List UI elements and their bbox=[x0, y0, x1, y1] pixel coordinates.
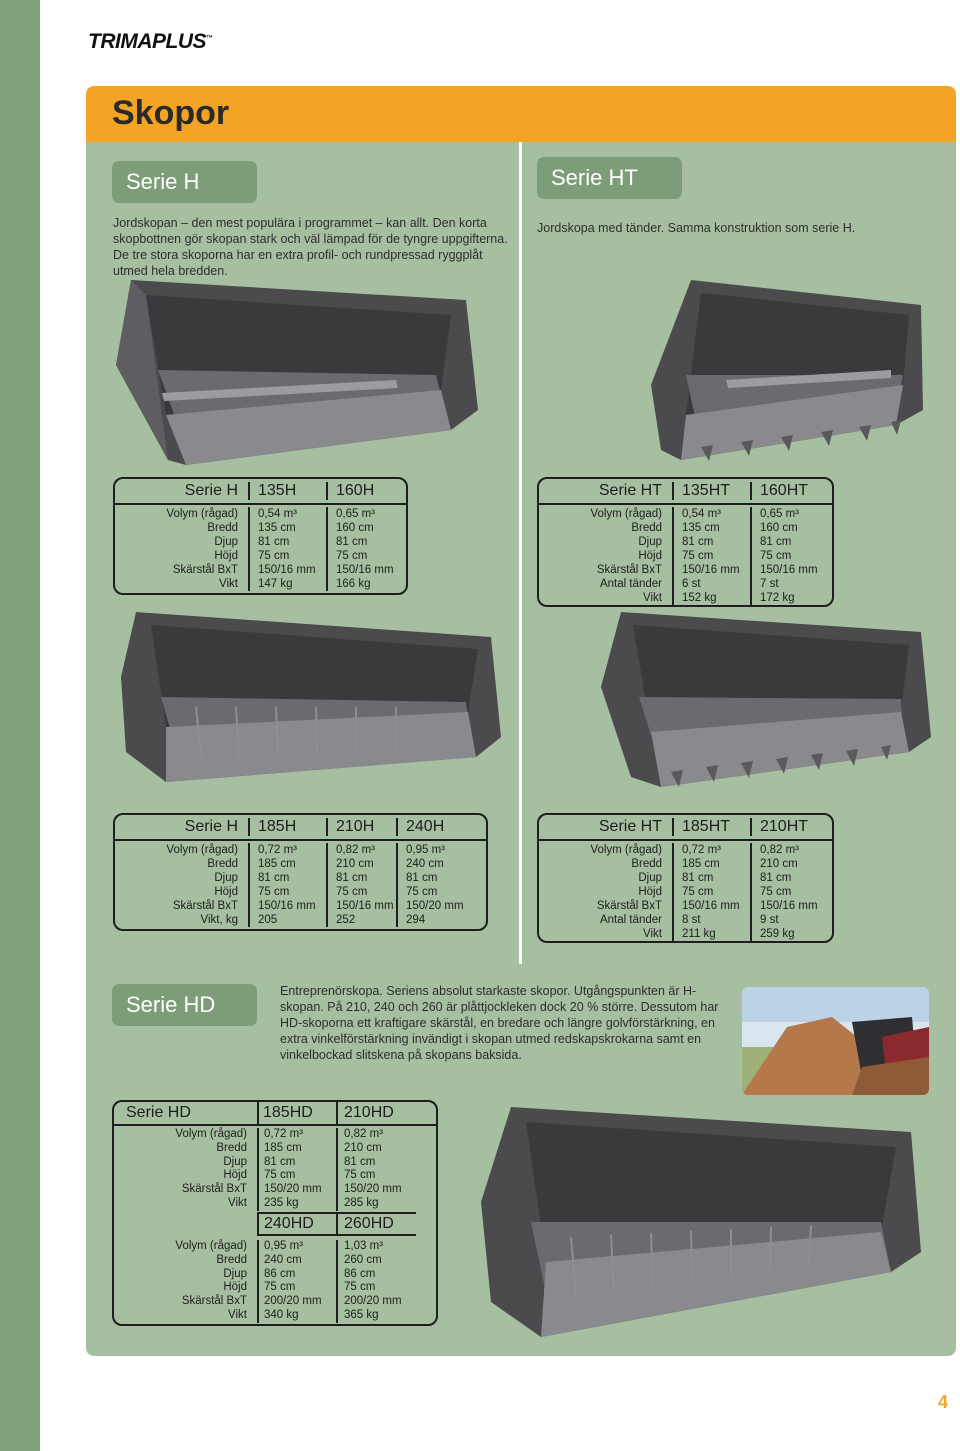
page-title: Skopor bbox=[112, 94, 230, 132]
row-label: Skärstål BxT bbox=[181, 1183, 247, 1196]
serie-h-label: Serie H bbox=[112, 161, 257, 203]
table-header: 260HD bbox=[336, 1212, 416, 1236]
row-label: Djup bbox=[223, 1155, 247, 1168]
table-cell: 0,72 m³ bbox=[258, 844, 297, 856]
table-cell: 185 cm bbox=[258, 858, 296, 870]
table-cell: 252 bbox=[336, 914, 356, 926]
serie-ht-label: Serie HT bbox=[537, 157, 682, 199]
table-cell: 81 cm bbox=[682, 536, 714, 548]
row-label: Volym (rågad) bbox=[166, 844, 238, 856]
table-cell: 81 cm bbox=[336, 536, 368, 548]
table-cell: 160 cm bbox=[336, 522, 374, 534]
table-cell: 185 cm bbox=[682, 858, 720, 870]
table-cell: 235 kg bbox=[264, 1196, 299, 1209]
row-label: Volym (rågad) bbox=[175, 1240, 247, 1252]
bucket-hd-image bbox=[471, 1102, 926, 1342]
row-label: Bredd bbox=[207, 858, 238, 870]
table-cell: 75 cm bbox=[336, 550, 368, 562]
table-header: 185HT bbox=[672, 818, 750, 836]
row-label: Volym (rågad) bbox=[590, 844, 662, 856]
bucket-135ht-image bbox=[591, 275, 931, 475]
row-label: Skärstål BxT bbox=[181, 1295, 247, 1308]
row-label: Antal tänder bbox=[599, 578, 662, 590]
row-label: Djup bbox=[638, 872, 662, 884]
table-header: 185HD bbox=[257, 1101, 335, 1125]
table-header: Serie HT bbox=[598, 482, 662, 499]
table-cell: 0,65 m³ bbox=[760, 508, 799, 520]
table-cell: 150/16 mm bbox=[682, 900, 740, 912]
table-cell: 135 cm bbox=[682, 522, 720, 534]
table-cell: 75 cm bbox=[760, 550, 792, 562]
table-cell: 150/16 mm bbox=[760, 564, 818, 576]
table-cell: 81 cm bbox=[760, 872, 792, 884]
spec-table-ht-large bbox=[537, 813, 834, 943]
table-cell: 0,54 m³ bbox=[258, 508, 297, 520]
bucket-135h-image bbox=[106, 275, 486, 475]
row-label: Djup bbox=[223, 1267, 247, 1280]
table-cell: 259 kg bbox=[760, 928, 795, 940]
row-label: Vikt bbox=[643, 592, 662, 604]
table-cell: 81 cm bbox=[336, 872, 368, 884]
row-label: Höjd bbox=[638, 550, 662, 562]
trimaplus-logo: TRIMAPLUS™ bbox=[88, 30, 213, 53]
table-cell: 75 cm bbox=[344, 1281, 376, 1294]
table-cell: 150/16 mm bbox=[258, 900, 316, 912]
row-label: Skärstål BxT bbox=[172, 900, 238, 912]
table-cell: 240 cm bbox=[406, 858, 444, 870]
row-label: Antal tänder bbox=[599, 914, 662, 926]
row-label: Höjd bbox=[223, 1169, 247, 1182]
table-cell: 0,54 m³ bbox=[682, 508, 721, 520]
table-cell: 75 cm bbox=[258, 886, 290, 898]
bucket-185ht-image bbox=[591, 607, 936, 807]
table-cell: 200/20 mm bbox=[264, 1295, 322, 1308]
table-cell: 340 kg bbox=[264, 1308, 299, 1321]
table-cell: 6 st bbox=[682, 578, 701, 590]
row-label: Bredd bbox=[216, 1141, 247, 1154]
table-cell: 86 cm bbox=[264, 1267, 296, 1280]
row-label: Djup bbox=[214, 872, 238, 884]
serie-ht-description: Jordskopa med tänder. Samma konstruktion som serie H. bbox=[537, 221, 856, 235]
table-cell: 81 cm bbox=[406, 872, 438, 884]
table-header: 185H bbox=[248, 818, 326, 836]
table-cell: 240 cm bbox=[264, 1253, 302, 1266]
table-cell: 150/20 mm bbox=[264, 1183, 322, 1196]
title-band bbox=[86, 86, 956, 142]
table-cell: 150/16 mm bbox=[760, 900, 818, 912]
table-cell: 150/16 mm bbox=[258, 564, 316, 576]
table-cell: 75 cm bbox=[258, 550, 290, 562]
table-header: 240HD bbox=[257, 1212, 336, 1236]
row-label: Volym (rågad) bbox=[166, 508, 238, 520]
table-cell: 81 cm bbox=[258, 872, 290, 884]
table-cell: 166 kg bbox=[336, 578, 371, 590]
table-cell: 81 cm bbox=[344, 1155, 376, 1168]
table-cell: 86 cm bbox=[344, 1267, 376, 1280]
row-label: Vikt bbox=[228, 1196, 247, 1209]
table-cell: 75 cm bbox=[264, 1281, 296, 1294]
spec-table-ht-small bbox=[537, 477, 834, 607]
row-label: Höjd bbox=[214, 886, 238, 898]
table-cell: 0,82 m³ bbox=[760, 844, 799, 856]
table-cell: 7 st bbox=[760, 578, 779, 590]
row-label: Vikt bbox=[228, 1308, 247, 1321]
table-cell: 147 kg bbox=[258, 578, 293, 590]
row-label: Volym (rågad) bbox=[175, 1128, 247, 1140]
content-panel bbox=[86, 142, 956, 1356]
row-label: Skärstål BxT bbox=[172, 564, 238, 576]
table-cell: 135 cm bbox=[258, 522, 296, 534]
table-cell: 200/20 mm bbox=[344, 1295, 402, 1308]
serie-h-description: Jordskopan – den mest populära i programmet – kan allt. Den korta skopbottnen gör skopan stark och väl lämpad för de tyngre uppgifterna. De tre stora skoporna har en extra profil- och rundpressad ryggplåt utmed hela bredden. bbox=[113, 216, 508, 278]
spec-table-hd bbox=[112, 1100, 438, 1326]
row-label: Höjd bbox=[638, 886, 662, 898]
table-header: 160H bbox=[326, 482, 406, 500]
table-header: Serie H bbox=[184, 818, 238, 835]
table-cell: 0,72 m³ bbox=[682, 844, 721, 856]
table-header: 210HT bbox=[750, 818, 832, 836]
serie-hd-label: Serie HD bbox=[112, 984, 257, 1026]
row-label: Vikt bbox=[643, 928, 662, 940]
row-label: Skärstål BxT bbox=[596, 900, 662, 912]
table-cell: 0,95 m³ bbox=[406, 844, 445, 856]
row-label: Skärstål BxT bbox=[596, 564, 662, 576]
row-label: Höjd bbox=[214, 550, 238, 562]
table-cell: 81 cm bbox=[258, 536, 290, 548]
table-cell: 210 cm bbox=[760, 858, 798, 870]
table-cell: 0,95 m³ bbox=[264, 1240, 303, 1252]
bucket-185h-image bbox=[106, 607, 506, 787]
row-label: Djup bbox=[638, 536, 662, 548]
table-cell: 75 cm bbox=[682, 550, 714, 562]
table-cell: 0,82 m³ bbox=[344, 1128, 383, 1140]
serie-hd-description: Entreprenörskopa. Seriens absolut starkaste skopor. Utgångspunkten är H-skopan. På 210, 240 och 260 är plåttjockleken dock 20 % större. Dessutom har HD-skoporna ett kraftigare skärstål, en bredare och längre golvförstärkning, en extra vinkelförstärkning invändigt i skopan utmed redskapskrokarna samt en vinkelbockad slitskena på skopans baksida. bbox=[280, 984, 719, 1062]
hd-bucket-photo bbox=[742, 987, 929, 1095]
table-cell: 285 kg bbox=[344, 1196, 379, 1209]
row-label: Bredd bbox=[631, 858, 662, 870]
table-cell: 150/16 mm bbox=[682, 564, 740, 576]
table-cell: 160 cm bbox=[760, 522, 798, 534]
table-cell: 152 kg bbox=[682, 592, 717, 604]
table-cell: 75 cm bbox=[264, 1169, 296, 1182]
table-cell: 75 cm bbox=[760, 886, 792, 898]
row-label: Vikt, kg bbox=[200, 914, 238, 926]
row-label: Volym (rågad) bbox=[590, 508, 662, 520]
page-number: 4 bbox=[938, 1392, 949, 1412]
table-cell: 1,03 m³ bbox=[344, 1240, 383, 1252]
table-cell: 81 cm bbox=[682, 872, 714, 884]
table-cell: 365 kg bbox=[344, 1308, 379, 1321]
table-cell: 0,82 m³ bbox=[336, 844, 375, 856]
table-cell: 150/16 mm bbox=[336, 900, 394, 912]
table-cell: 172 kg bbox=[760, 592, 795, 604]
row-label: Bredd bbox=[216, 1253, 247, 1266]
table-header: 240H bbox=[396, 818, 486, 836]
table-header: Serie HD bbox=[126, 1104, 191, 1121]
table-cell: 0,72 m³ bbox=[264, 1128, 303, 1140]
table-cell: 150/20 mm bbox=[406, 900, 464, 912]
spec-table-h-large bbox=[113, 813, 488, 931]
row-label: Bredd bbox=[631, 522, 662, 534]
row-label: Djup bbox=[214, 536, 238, 548]
table-cell: 185 cm bbox=[264, 1141, 302, 1154]
table-header: Serie H bbox=[184, 482, 238, 499]
table-cell: 75 cm bbox=[406, 886, 438, 898]
table-cell: 75 cm bbox=[682, 886, 714, 898]
table-cell: 260 cm bbox=[344, 1253, 382, 1266]
table-cell: 150/20 mm bbox=[344, 1183, 402, 1196]
table-header: 135HT bbox=[672, 482, 750, 500]
table-cell: 211 kg bbox=[682, 928, 716, 940]
table-cell: 150/16 mm bbox=[336, 564, 394, 576]
table-cell: 8 st bbox=[682, 914, 701, 926]
table-cell: 75 cm bbox=[336, 886, 368, 898]
table-cell: 9 st bbox=[760, 914, 779, 926]
row-label: Höjd bbox=[223, 1281, 247, 1294]
table-cell: 205 bbox=[258, 914, 278, 926]
table-cell: 210 cm bbox=[336, 858, 374, 870]
row-label: Vikt bbox=[219, 578, 238, 590]
table-cell: 294 bbox=[406, 914, 426, 926]
table-header: Serie HT bbox=[598, 818, 662, 835]
side-color-bar bbox=[0, 0, 40, 1451]
table-cell: 81 cm bbox=[264, 1155, 296, 1168]
column-divider bbox=[519, 142, 522, 964]
table-cell: 81 cm bbox=[760, 536, 792, 548]
table-cell: 210 cm bbox=[344, 1141, 382, 1154]
table-cell: 0,65 m³ bbox=[336, 508, 375, 520]
table-header: 135H bbox=[248, 482, 326, 500]
row-label: Bredd bbox=[207, 522, 238, 534]
table-header: 160HT bbox=[750, 482, 832, 500]
spec-table-h-small bbox=[113, 477, 408, 595]
table-header: 210HD bbox=[336, 1101, 414, 1125]
table-cell: 75 cm bbox=[344, 1169, 376, 1182]
table-header: 210H bbox=[326, 818, 396, 836]
